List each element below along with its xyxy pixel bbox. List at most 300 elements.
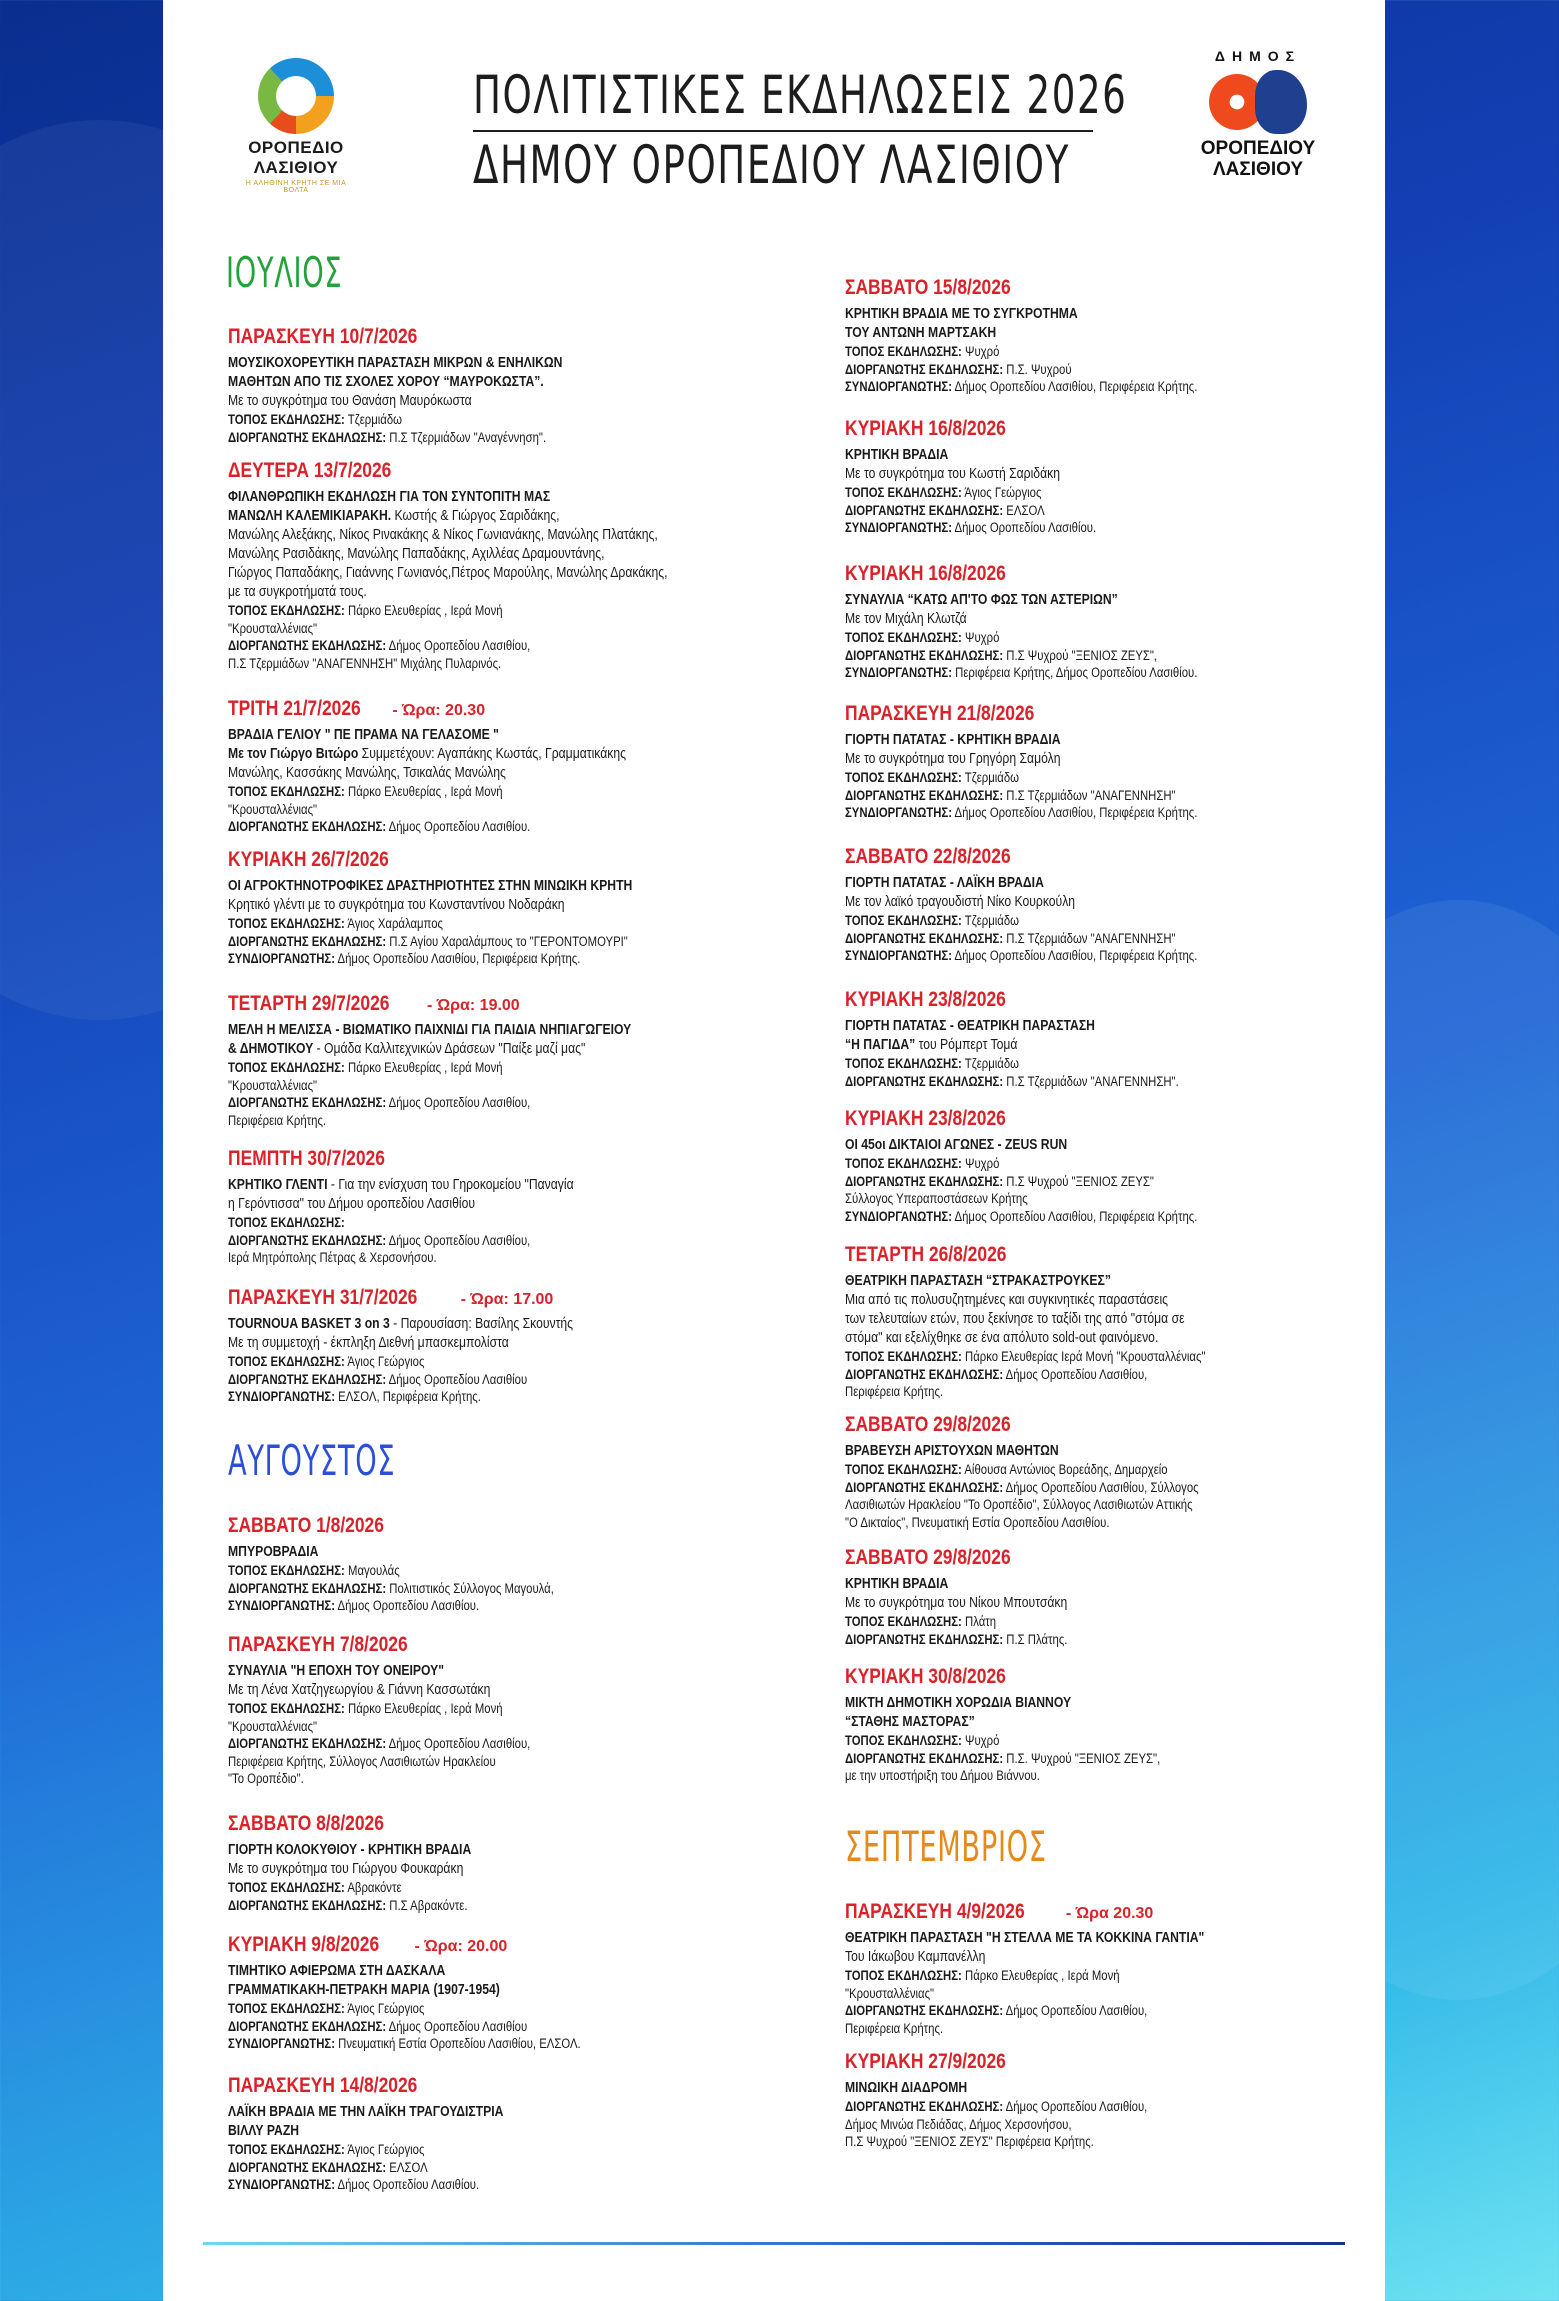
event-title: ΓΙΟΡΤΗ ΠΑΤΑΤΑΣ - ΛΑΪΚΗ ΒΡΑΔΙΑ [845,875,1044,891]
place-value: Άγιος Γεώργιος [347,2142,425,2157]
organizer-label: ΔΙΟΡΓΑΝΩΤΗΣ ΕΚΔΗΛΩΣΗΣ: [845,502,1004,518]
event-place [845,1461,1324,1479]
event-description: με τα συγκροτήματά τους. [228,584,367,600]
organizer-label: ΔΙΟΡΓΑΝΩΤΗΣ ΕΚΔΗΛΩΣΗΣ: [845,361,1004,377]
coorganizer-value: Δήμος Οροπεδίου Λασιθίου. [954,520,1097,535]
event-description: Κωστής & Γιώργος Σαριδάκης, [391,508,560,524]
organizer-label: ΔΙΟΡΓΑΝΩΤΗΣ ΕΚΔΗΛΩΣΗΣ: [228,933,387,949]
event-description: Μανώλης Ρασιδάκης, Μανώλης Παπαδάκης, Αχιλλέας Δραμουντάνης, [228,546,605,562]
event-description: Μανώλης, Κασσάκης Μανώλης, Τσικαλάς Μανώλης [228,765,506,781]
event-place [845,1055,1324,1073]
event-coorganizer [228,2035,707,2053]
place-value: Τζερμιάδω [347,412,403,427]
organizer-value: Δήμος Οροπεδίου Λασιθίου, [388,638,531,653]
zeus-head-icon [1255,70,1307,134]
event-card [228,697,798,836]
organizer-value: Δήμος Οροπεδίου Λασιθίου, [1005,2003,1148,2018]
event-date: ΚΥΡΙΑΚΗ 27/9/2026 [845,2050,1006,2073]
event-card [845,702,1415,822]
event-description: - Για την ενίσχυση του Γηροκομείου "Παναγία [327,1177,574,1193]
month-heading-july: ΙΟΥΛΙΟΣ [226,248,343,297]
event-organizer [228,933,707,951]
organizer-value: Δήμος Οροπεδίου Λασιθίου, [1005,2099,1148,2114]
place-label: ΤΟΠΟΣ ΕΚΔΗΛΩΣΗΣ: [228,1880,345,1895]
event-title: ΦΙΛΑΝΘΡΩΠΙΚΗ ΕΚΔΗΛΩΣΗ ΓΙΑ ΤΟΝ ΣΥΝΤΟΠΙΤΗ ΜΑΣ [228,489,551,505]
place-value: Πάρκο Ελευθερίας Ιερά Μονή "Κρουσταλλένιας" [965,1349,1206,1364]
event-card [845,1665,1415,1785]
coorganizer-label: ΣΥΝΔΙΟΡΓΑΝΩΤΗΣ: [228,951,335,966]
coorganizer-label: ΣΥΝΔΙΟΡΓΑΝΩΤΗΣ: [228,2036,335,2051]
event-coorganizer [228,1388,707,1406]
event-description: - Ομάδα Καλλιτεχνικών Δράσεων "Παίξε μαζί μας" [313,1041,586,1057]
event-date: ΠΑΡΑΣΚΕΥΗ 14/8/2026 [228,2074,418,2097]
organizer-value: Π.Σ Τζερμιάδων "Αναγέννηση". [389,429,547,445]
organizer-value: Δήμος Οροπεδίου Λασιθίου, [388,1736,531,1751]
event-title: TOURNOUA BASKET 3 on 3 [228,1316,390,1332]
organizer-value: Π.Σ Αγίου Χαραλάμπους το "ΓΕΡΟΝΤΟΜΟΥΡΙ" [389,933,628,949]
event-place [228,1059,707,1077]
event-date: ΣΑΒΒΑΤΟ 15/8/2026 [845,276,1011,299]
coorganizer-label: ΣΥΝΔΙΟΡΓΑΝΩΤΗΣ: [845,948,952,963]
event-coorganizer [845,947,1324,965]
place-label: ΤΟΠΟΣ ΕΚΔΗΛΩΣΗΣ: [228,2001,345,2016]
event-organizer [845,2098,1324,2116]
event-card [845,1900,1415,2037]
place-value: "Κρουσταλλένιας" [845,1985,935,2001]
coorganizer-label: ΣΥΝΔΙΟΡΓΑΝΩΤΗΣ: [228,1389,335,1404]
event-card [845,1107,1415,1225]
place-value: "Κρουσταλλένιας" [228,1718,318,1734]
organizer-label: ΔΙΟΡΓΑΝΩΤΗΣ ΕΚΔΗΛΩΣΗΣ: [228,1897,387,1913]
event-coorganizer [228,950,707,968]
organizer-label: ΔΙΟΡΓΑΝΩΤΗΣ ΕΚΔΗΛΩΣΗΣ: [228,1232,387,1248]
event-title: ΒΡΑΒΕΥΣΗ ΑΡΙΣΤΟΥΧΩΝ ΜΑΘΗΤΩΝ [845,1443,1059,1459]
coorganizer-label: ΣΥΝΔΙΟΡΓΑΝΩΤΗΣ: [228,2177,335,2192]
organizer-label: ΔΙΟΡΓΑΝΩΤΗΣ ΕΚΔΗΛΩΣΗΣ: [845,1173,1004,1189]
poster-header [163,0,1385,230]
place-label: ΤΟΠΟΣ ΕΚΔΗΛΩΣΗΣ: [228,603,345,618]
event-title: ΜΑΘΗΤΩΝ ΑΠΟ ΤΙΣ ΣΧΟΛΕΣ ΧΟΡΟΥ “ΜΑΥΡΟΚΩΣΤΑ”. [228,374,544,390]
event-card [228,1514,798,1615]
organizer-value: Πολιτιστικός Σύλλογος Μαγουλά, [389,1580,554,1596]
coorganizer-label: ΣΥΝΔΙΟΡΓΑΝΩΤΗΣ: [845,1208,952,1224]
event-description: Με το συγκρότημα του Γρηγόρη Σαμόλη [845,751,1061,767]
place-value: "Κρουσταλλένιας" [228,620,318,636]
title-divider [473,130,1093,132]
organizer-value: "Ο Δικταίος", Πνευματική Εστία Οροπεδίου Λασιθίου. [845,1514,1110,1530]
event-date: ΤΡΙΤΗ 21/7/2026 [228,697,361,720]
event-description: Του Ιάκωβου Καμπανέλλη [845,1949,986,1965]
place-value: Αβρακόντε [347,1880,402,1895]
place-value: Πάρκο Ελευθερίας , Ιερά Μονή [348,1060,503,1075]
event-coorganizer [845,1208,1324,1226]
organizer-label: ΔΙΟΡΓΑΝΩΤΗΣ ΕΚΔΗΛΩΣΗΣ: [845,1366,1004,1382]
place-value: Τζερμιάδω [964,913,1020,928]
event-title: ΓΡΑΜΜΑΤΙΚΑΚΗ-ΠΕΤΡΑΚΗ ΜΑΡΙΑ (1907-1954) [228,1982,500,1998]
event-card [845,845,1415,965]
coorganizer-value: Δήμος Οροπεδίου Λασιθίου. [337,2177,480,2192]
event-description: Μανώλης Αλεξάκης, Νίκος Ρινακάκης & Νίκος Γωνιανάκης, Μανώλης Πλατάκης, [228,527,658,543]
event-date: ΚΥΡΙΑΚΗ 16/8/2026 [845,417,1006,440]
event-description: η Γερόντισσα" του Δήμου οροπεδίου Λασιθίου [228,1196,476,1212]
event-date: ΣΑΒΒΑΤΟ 29/8/2026 [845,1413,1011,1436]
event-organizer [845,1073,1324,1091]
place-value: Πάρκο Ελευθερίας , Ιερά Μονή [348,784,503,799]
event-card [228,1633,798,1788]
footer-divider [203,2242,1345,2245]
event-description: Με τη συμμετοχή - έκπληξη Διεθνή μπασκεμπολίστα [228,1335,509,1351]
organizer-value: Π.Σ. Ψυχρού [1006,361,1072,377]
organizer-value: Δήμος Μινώα Πεδιάδας, Δήμος Χερσονήσου, [845,2116,1072,2132]
organizer-label: ΔΙΟΡΓΑΝΩΤΗΣ ΕΚΔΗΛΩΣΗΣ: [228,1095,387,1110]
organizer-label: ΔΙΟΡΓΑΝΩΤΗΣ ΕΚΔΗΛΩΣΗΣ: [845,930,1004,946]
event-title: ΒΡΑΔΙΑ ΓΕΛΙΟΥ " ΠΕ ΠΡΑΜΑ ΝΑ ΓΕΛΑΣΟΜΕ " [228,727,499,743]
zeus-emblem-icon [1203,68,1313,138]
event-title: Με τον Γιώργο Βιτώρο [228,746,359,762]
event-description: Με το συγκρότημα του Θανάση Μαυρόκωστα [228,393,472,409]
event-card [845,2050,1415,2151]
place-label: ΤΟΠΟΣ ΕΚΔΗΛΩΣΗΣ: [228,2142,345,2157]
place-value: Πάρκο Ελευθερίας , Ιερά Μονή [965,1968,1120,1983]
event-title: ΘΕΑΤΡΙΚΗ ΠΑΡΑΣΤΑΣΗ “ΣΤΡΑΚΑΣΤΡΟΥΚΕΣ” [845,1273,1111,1289]
organizer-label: ΔΙΟΡΓΑΝΩΤΗΣ ΕΚΔΗΛΩΣΗΣ: [845,1631,1004,1647]
place-label: ΤΟΠΟΣ ΕΚΔΗΛΩΣΗΣ: [228,784,345,799]
poster-sheet [163,0,1385,2301]
place-label: ΤΟΠΟΣ ΕΚΔΗΛΩΣΗΣ: [845,1733,962,1748]
logo-right-text: ΟΡΟΠΕΔΙΟΥ [1200,138,1316,159]
event-title: ΚΡΗΤΙΚΗ ΒΡΑΔΙΑ [845,1576,949,1592]
event-card [228,1286,798,1406]
event-description: του Ρόμπερτ Τομά [915,1037,1018,1053]
event-date: ΣΑΒΒΑΤΟ 8/8/2026 [228,1812,384,1835]
event-place [845,484,1324,502]
event-title: ΟΙ 45οι ΔΙΚΤΑΙΟΙ ΑΓΩΝΕΣ - ZEUS RUN [845,1137,1068,1153]
event-card [845,1546,1415,1648]
place-label: ΤΟΠΟΣ ΕΚΔΗΛΩΣΗΣ: [228,1215,345,1230]
organizer-label: ΔΙΟΡΓΑΝΩΤΗΣ ΕΚΔΗΛΩΣΗΣ: [228,819,387,834]
place-label: ΤΟΠΟΣ ΕΚΔΗΛΩΣΗΣ: [845,1349,962,1364]
organizer-value: Ιερά Μητρόπολης Πέτρας & Χερσονήσου. [228,1250,437,1265]
organizer-value: Δήμος Οροπεδίου Λασιθίου, [388,1095,531,1110]
event-time: - Ώρα: 19.00 [422,997,520,1014]
event-place [845,912,1324,930]
place-value: Μαγουλάς [348,1563,400,1578]
coorganizer-value: ΕΛΣΟΛ, Περιφέρεια Κρήτης. [338,1389,481,1404]
oropedio-lasithiou-logo [241,58,351,194]
logo-tagline: Η ΑΛΗΘΙΝΗ ΚΡΗΤΗ ΣΕ ΜΙΑ ΒΟΛΤΑ [245,180,347,194]
event-place [845,1967,1324,1985]
event-description: Γιώργος Παπαδάκης, Γιαάννης Γωνιανός,Πέτρος Μαρούλης, Μανώλης Δρακάκης, [228,565,668,581]
organizer-label: ΔΙΟΡΓΑΝΩΤΗΣ ΕΚΔΗΛΩΣΗΣ: [228,638,387,653]
month-heading-september: ΣΕΠΤΕΜΒΡΙΟΣ [845,1822,1047,1871]
event-place [845,629,1324,647]
event-place [228,2000,707,2018]
event-title: “Η ΠΑΓΙΔΑ” [845,1037,916,1053]
place-value: Άγιος Χαράλαμπος [347,916,444,931]
coorganizer-label: ΣΥΝΔΙΟΡΓΑΝΩΤΗΣ: [845,805,952,820]
place-value: Πάρκο Ελευθερίας , Ιερά Μονή [348,1701,503,1716]
event-organizer [845,1750,1324,1768]
event-organizer [845,787,1324,805]
event-description: Με το συγκρότημα του Γιώργου Φουκαράκη [228,1861,464,1877]
event-time: - Ώρα: 20.30 [387,702,486,719]
place-label: ΤΟΠΟΣ ΕΚΔΗΛΩΣΗΣ: [845,1056,962,1071]
event-coorganizer [228,1597,707,1615]
place-value: "Κρουσταλλένιας" [228,1077,318,1093]
event-place [845,769,1324,787]
organizer-value: Δήμος Οροπεδίου Λασιθίου, Σύλλογος [1005,1479,1199,1495]
organizer-label: ΔΙΟΡΓΑΝΩΤΗΣ ΕΚΔΗΛΩΣΗΣ: [845,1750,1004,1766]
organizer-label: ΔΙΟΡΓΑΝΩΤΗΣ ΕΚΔΗΛΩΣΗΣ: [228,429,387,445]
event-description: Κρητικό γλέντι με το συγκρότημα του Κωνσταντίνου Νοδαράκη [228,897,565,913]
event-place [228,915,707,933]
event-organizer [845,502,1324,520]
coorganizer-value: Δήμος Οροπεδίου Λασιθίου, Περιφέρεια Κρήτης. [954,805,1198,820]
organizer-label: ΔΙΟΡΓΑΝΩΤΗΣ ΕΚΔΗΛΩΣΗΣ: [228,2018,387,2034]
event-title: ΓΙΟΡΤΗ ΚΟΛΟΚΥΘΙΟΥ - ΚΡΗΤΙΚΗ ΒΡΑΔΙΑ [228,1842,472,1858]
event-title: ΛΑΪΚΗ ΒΡΑΔΙΑ ΜΕ ΤΗΝ ΛΑΪΚΗ ΤΡΑΓΟΥΔΙΣΤΡΙΑ [228,2104,504,2120]
logo-left-text: ΛΑΣΙΘΙΟΥ [253,158,339,177]
event-time: - Ώρα: 17.00 [456,1291,554,1308]
place-label: ΤΟΠΟΣ ΕΚΔΗΛΩΣΗΣ: [845,770,962,785]
event-date: ΣΑΒΒΑΤΟ 29/8/2026 [845,1546,1011,1569]
event-card [845,562,1415,682]
event-organizer [845,1173,1324,1191]
event-card [228,992,798,1129]
organizer-label: ΔΙΟΡΓΑΝΩΤΗΣ ΕΚΔΗΛΩΣΗΣ: [845,2003,1004,2018]
coorganizer-value: Δήμος Οροπεδίου Λασιθίου, Περιφέρεια Κρήτης. [337,951,581,966]
coorganizer-value: Περιφέρεια Κρήτης, Δήμος Οροπεδίου Λασιθίου. [955,665,1198,680]
event-card [228,848,798,968]
event-title: ΘΕΑΤΡΙΚΗ ΠΑΡΑΣΤΑΣΗ "Η ΣΤΕΛΛΑ ΜΕ ΤΑ ΚΟΚΚΙΝΑ ΓΑΝΤΙΑ" [845,1930,1205,1946]
place-label: ΤΟΠΟΣ ΕΚΔΗΛΩΣΗΣ: [228,1701,345,1716]
event-date: ΤΕΤΑΡΤΗ 26/8/2026 [845,1243,1007,1266]
event-organizer [845,930,1324,948]
organizer-value: Π.Σ Ψυχρού "ΞΕΝΙΟΣ ΖΕΥΣ" Περιφέρεια Κρήτης. [845,2134,1094,2149]
coorganizer-value: Δήμος Οροπεδίου Λασιθίου. [337,1598,480,1613]
organizer-value: Περιφέρεια Κρήτης, Σύλλογος Λασιθιωτών Ηρακλείου [228,1753,496,1769]
coorganizer-label: ΣΥΝΔΙΟΡΓΑΝΩΤΗΣ: [845,379,952,394]
event-title: ΟΙ ΑΓΡΟΚΤΗΝΟΤΡΟΦΙΚΕΣ ΔΡΑΣΤΗΡΙΟΤΗΤΕΣ ΣΤΗΝ ΜΙΝΩΙΚΗ ΚΡΗΤΗ [228,878,633,894]
place-label: ΤΟΠΟΣ ΕΚΔΗΛΩΣΗΣ: [845,913,962,928]
event-date: ΔΕΥΤΕΡΑ 13/7/2026 [228,459,392,482]
event-title: ΒΙΛΛΥ ΡΑΖΗ [228,2123,300,2139]
organizer-label: ΔΙΟΡΓΑΝΩΤΗΣ ΕΚΔΗΛΩΣΗΣ: [228,1580,387,1596]
event-title: ΤΙΜΗΤΙΚΟ ΑΦΙΕΡΩΜΑ ΣΤΗ ΔΑΣΚΑΛΑ [228,1963,446,1979]
organizer-value: Δήμος Οροπεδίου Λασιθίου, [1005,1366,1148,1382]
event-title: & ΔΗΜΟΤΙΚΟΥ [228,1041,314,1057]
organizer-value: Περιφέρεια Κρήτης. [228,1112,327,1128]
organizer-value: Π.Σ Πλάτης. [1006,1631,1068,1647]
event-coorganizer [228,2176,707,2194]
coorganizer-value: Δήμος Οροπεδίου Λασιθίου, Περιφέρεια Κρήτης. [954,1208,1198,1224]
place-label: ΤΟΠΟΣ ΕΚΔΗΛΩΣΗΣ: [228,1563,345,1578]
organizer-label: ΔΙΟΡΓΑΝΩΤΗΣ ΕΚΔΗΛΩΣΗΣ: [228,1371,387,1387]
event-title: ΜΕΛΗ Η ΜΕΛΙΣΣΑ - ΒΙΩΜΑΤΙΚΟ ΠΑΙΧΝΙΔΙ ΓΙΑ ΠΑΙΔΙΑ ΝΗΠΙΑΓΩΓΕΙΟΥ [228,1022,632,1038]
organizer-label: ΔΙΟΡΓΑΝΩΤΗΣ ΕΚΔΗΛΩΣΗΣ: [845,787,1004,803]
title-line-1: ΠΟΛΙΤΙΣΤΙΚΕΣ ΕΚΔΗΛΩΣΕΙΣ 2026 [473,65,1128,126]
event-organizer [228,2018,707,2036]
event-title: ΣΥΝΑΥΛΙΑ "Η ΕΠΟΧΗ ΤΟΥ ΟΝΕΙΡΟΥ" [228,1663,445,1679]
place-label: ΤΟΠΟΣ ΕΚΔΗΛΩΣΗΣ: [845,344,962,359]
event-title: ΚΡΗΤΙΚΟ ΓΛΕΝΤΙ [228,1177,328,1193]
event-description: Με τη Λένα Χατζηγεωργίου & Γιάννη Κασσωτάκη [228,1682,491,1698]
event-card [228,2074,798,2194]
organizer-label: ΔΙΟΡΓΑΝΩΤΗΣ ΕΚΔΗΛΩΣΗΣ: [228,1736,387,1751]
event-date: ΚΥΡΙΑΚΗ 23/8/2026 [845,988,1006,1011]
event-time: - Ώρα 20.30 [1061,1905,1154,1922]
event-title: ΚΡΗΤΙΚΗ ΒΡΑΔΙΑ [845,447,949,463]
event-date: ΣΑΒΒΑΤΟ 22/8/2026 [845,845,1011,868]
event-description: στόμα" και εξελίχθηκε σε ένα απόλυτο sold-out φαινόμενο. [845,1330,1159,1346]
event-organizer [228,1371,707,1389]
event-title: ΜΙΚΤΗ ΔΗΜΟΤΙΚΗ ΧΟΡΩΔΙΑ ΒΙΑΝΝΟΥ [845,1695,1072,1711]
event-coorganizer [845,378,1324,396]
event-place [228,602,707,620]
event-title: ΓΙΟΡΤΗ ΠΑΤΑΤΑΣ - ΘΕΑΤΡΙΚΗ ΠΑΡΑΣΤΑΣΗ [845,1018,1095,1034]
organizer-value: Δήμος Οροπεδίου Λασιθίου, [388,1232,531,1248]
organizer-label: ΔΙΟΡΓΑΝΩΤΗΣ ΕΚΔΗΛΩΣΗΣ: [845,2099,1004,2114]
event-coorganizer [845,519,1324,537]
event-description: Συμμετέχουν: Αγαπάκης Κωστάς, Γραμματικάκης [358,746,627,762]
organizer-label: ΔΙΟΡΓΑΝΩΤΗΣ ΕΚΔΗΛΩΣΗΣ: [228,2159,387,2175]
event-card [845,988,1415,1090]
place-value: Άγιος Γεώργιος [347,2001,425,2016]
event-organizer [845,1366,1324,1384]
event-organizer [845,361,1324,379]
event-card [228,1933,798,2053]
organizer-value: Π.Σ Τζερμιάδων "ΑΝΑΓΕΝΝΗΣΗ". [1006,1073,1179,1089]
event-date: ΚΥΡΙΑΚΗ 30/8/2026 [845,1665,1006,1688]
event-organizer [228,1232,707,1250]
event-title: ΤΟΥ ΑΝΤΩΝΗ ΜΑΡΤΣΑΚΗ [845,325,997,341]
event-date: ΚΥΡΙΑΚΗ 23/8/2026 [845,1107,1006,1130]
coorganizer-label: ΣΥΝΔΙΟΡΓΑΝΩΤΗΣ: [845,520,952,535]
logo-right-top: ΔΗΜΟΣ [1214,48,1302,64]
event-place [228,1562,707,1580]
event-date: ΣΑΒΒΑΤΟ 1/8/2026 [228,1514,384,1537]
organizer-value: Π.Σ Ψυχρού "ΞΕΝΙΟΣ ΖΕΥΣ", [1006,647,1158,663]
place-value: "Κρουσταλλένιας" [228,801,318,817]
event-place [228,1879,707,1897]
place-label: ΤΟΠΟΣ ΕΚΔΗΛΩΣΗΣ: [228,1354,345,1369]
event-date: ΚΥΡΙΑΚΗ 16/8/2026 [845,562,1006,585]
event-title: ΜΑΝΩΛΗ ΚΑΛΕΜΙΚΙΑΡΑΚΗ. [228,508,392,524]
organizer-value: Π.Σ Τζερμιάδων "ΑΝΑΓΕΝΝΗΣΗ" [1006,930,1176,946]
event-organizer [228,1897,707,1915]
event-card [228,325,798,446]
place-value: Πάρκο Ελευθερίας , Ιερά Μονή [348,603,503,618]
organizer-value: ΕΛΣΟΛ [389,2159,428,2175]
event-title: ΜΙΝΩΙΚΗ ΔΙΑΔΡΟΜΗ [845,2080,968,2096]
place-value: Ψυχρό [965,1733,1000,1748]
coorganizer-value: Δήμος Οροπεδίου Λασιθίου, Περιφέρεια Κρήτης. [954,379,1198,394]
place-label: ΤΟΠΟΣ ΕΚΔΗΛΩΣΗΣ: [228,916,345,931]
logo-left-text: ΟΡΟΠΕΔΙΟ [248,138,344,157]
event-organizer [228,637,707,655]
logo-right-text: ΛΑΣΙΘΙΟΥ [1212,159,1304,180]
event-title: ΣΥΝΑΥΛΙΑ “ΚΑΤΩ ΑΠ'ΤΟ ΦΩΣ ΤΩΝ ΑΣΤΕΡΙΩΝ” [845,592,1118,608]
event-title: ΓΙΟΡΤΗ ΠΑΤΑΤΑΣ - ΚΡΗΤΙΚΗ ΒΡΑΔΙΑ [845,732,1061,748]
event-title: ΜΠΥΡΟΒΡΑΔΙΑ [228,1544,319,1560]
event-organizer [228,2159,707,2177]
event-time: - Ώρα: 20.00 [410,1938,508,1955]
event-organizer [845,1631,1324,1649]
event-date: ΠΑΡΑΣΚΕΥΗ 21/8/2026 [845,702,1035,725]
place-label: ΤΟΠΟΣ ΕΚΔΗΛΩΣΗΣ: [845,1462,962,1477]
place-value: Άγιος Γεώργιος [964,485,1042,500]
title-line-2: ΔΗΜΟΥ ΟΡΟΠΕΔΙΟΥ ΛΑΣΙΘΙΟΥ [473,135,1070,196]
event-description: Με το συγκρότημα του Νίκου Μπουτσάκη [845,1595,1068,1611]
event-place [228,783,707,801]
event-place [228,2141,707,2159]
place-value: Ψυχρό [965,630,1000,645]
event-date: ΚΥΡΙΑΚΗ 26/7/2026 [228,848,389,871]
event-place [845,1155,1324,1173]
event-description: - Παρουσίαση: Βασίλης Σκουντής [389,1316,574,1332]
event-organizer [845,1479,1324,1497]
organizer-label: ΔΙΟΡΓΑΝΩΤΗΣ ΕΚΔΗΛΩΣΗΣ: [845,1073,1004,1089]
event-card [228,1812,798,1914]
organizer-value: ΕΛΣΟΛ [1006,502,1045,518]
event-description: Με τον λαϊκό τραγουδιστή Νίκο Κουρκούλη [845,894,1076,910]
organizer-value: "Το Οροπέδιο". [228,1771,304,1786]
event-organizer [228,818,707,836]
event-date: ΠΑΡΑΣΚΕΥΗ 10/7/2026 [228,325,418,348]
place-label: ΤΟΠΟΣ ΕΚΔΗΛΩΣΗΣ: [845,1156,962,1171]
event-card [228,459,798,672]
event-place [845,343,1324,361]
event-coorganizer [845,664,1324,682]
event-organizer [845,2002,1324,2020]
organizer-label: ΔΙΟΡΓΑΝΩΤΗΣ ΕΚΔΗΛΩΣΗΣ: [845,1479,1004,1495]
organizer-value: Δήμος Οροπεδίου Λασιθίου [388,2018,528,2034]
organizer-value: Π.Σ Ψυχρού "ΞΕΝΙΟΣ ΖΕΥΣ" [1006,1173,1154,1189]
event-date: ΠΑΡΑΣΚΕΥΗ 4/9/2026 [845,1900,1025,1923]
organizer-value: Π.Σ Τζερμιάδων "ΑΝΑΓΕΝΝΗΣΗ" Μιχάλης Πυλαρινός. [228,655,502,671]
event-title: “ΣΤΑΘΗΣ ΜΑΣΤΟΡΑΣ” [845,1714,975,1730]
event-card [845,276,1415,396]
event-coorganizer [845,804,1324,822]
coorganizer-value: Δήμος Οροπεδίου Λασιθίου, Περιφέρεια Κρήτης. [954,948,1198,963]
event-organizer [228,1735,707,1753]
place-value: Ψυχρό [965,1156,1000,1171]
organizer-value: Π.Σ. Ψυχρού "ΞΕΝΙΟΣ ΖΕΥΣ", [1006,1750,1161,1766]
place-value: Άγιος Γεώργιος [347,1354,425,1369]
event-place [845,1348,1324,1366]
organizer-value: Δήμος Οροπεδίου Λασιθίου. [388,819,531,834]
month-heading-august: ΑΥΓΟΥΣΤΟΣ [228,1436,396,1485]
organizer-value: Π.Σ Τζερμιάδων "ΑΝΑΓΕΝΝΗΣΗ" [1006,787,1176,803]
coorganizer-label: ΣΥΝΔΙΟΡΓΑΝΩΤΗΣ: [228,1598,335,1613]
event-card [845,417,1415,537]
event-place [228,1353,707,1371]
event-organizer [228,429,707,447]
organizer-value: Περιφέρεια Κρήτης. [845,2020,944,2036]
event-place [228,1700,707,1718]
municipality-logo [1183,48,1333,180]
event-organizer [228,1094,707,1112]
event-date: ΚΥΡΙΑΚΗ 9/8/2026 [228,1933,380,1956]
event-description: Με τον Μιχάλη Κλωτζά [845,611,967,627]
place-label: ΤΟΠΟΣ ΕΚΔΗΛΩΣΗΣ: [845,485,962,500]
event-card [228,1147,798,1267]
place-value: Τζερμιάδω [964,770,1020,785]
place-label: ΤΟΠΟΣ ΕΚΔΗΛΩΣΗΣ: [845,1968,962,1983]
event-date: ΠΑΡΑΣΚΕΥΗ 7/8/2026 [228,1633,408,1656]
ring-logo-icon [258,58,334,134]
event-date: ΤΕΤΑΡΤΗ 29/7/2026 [228,992,390,1015]
